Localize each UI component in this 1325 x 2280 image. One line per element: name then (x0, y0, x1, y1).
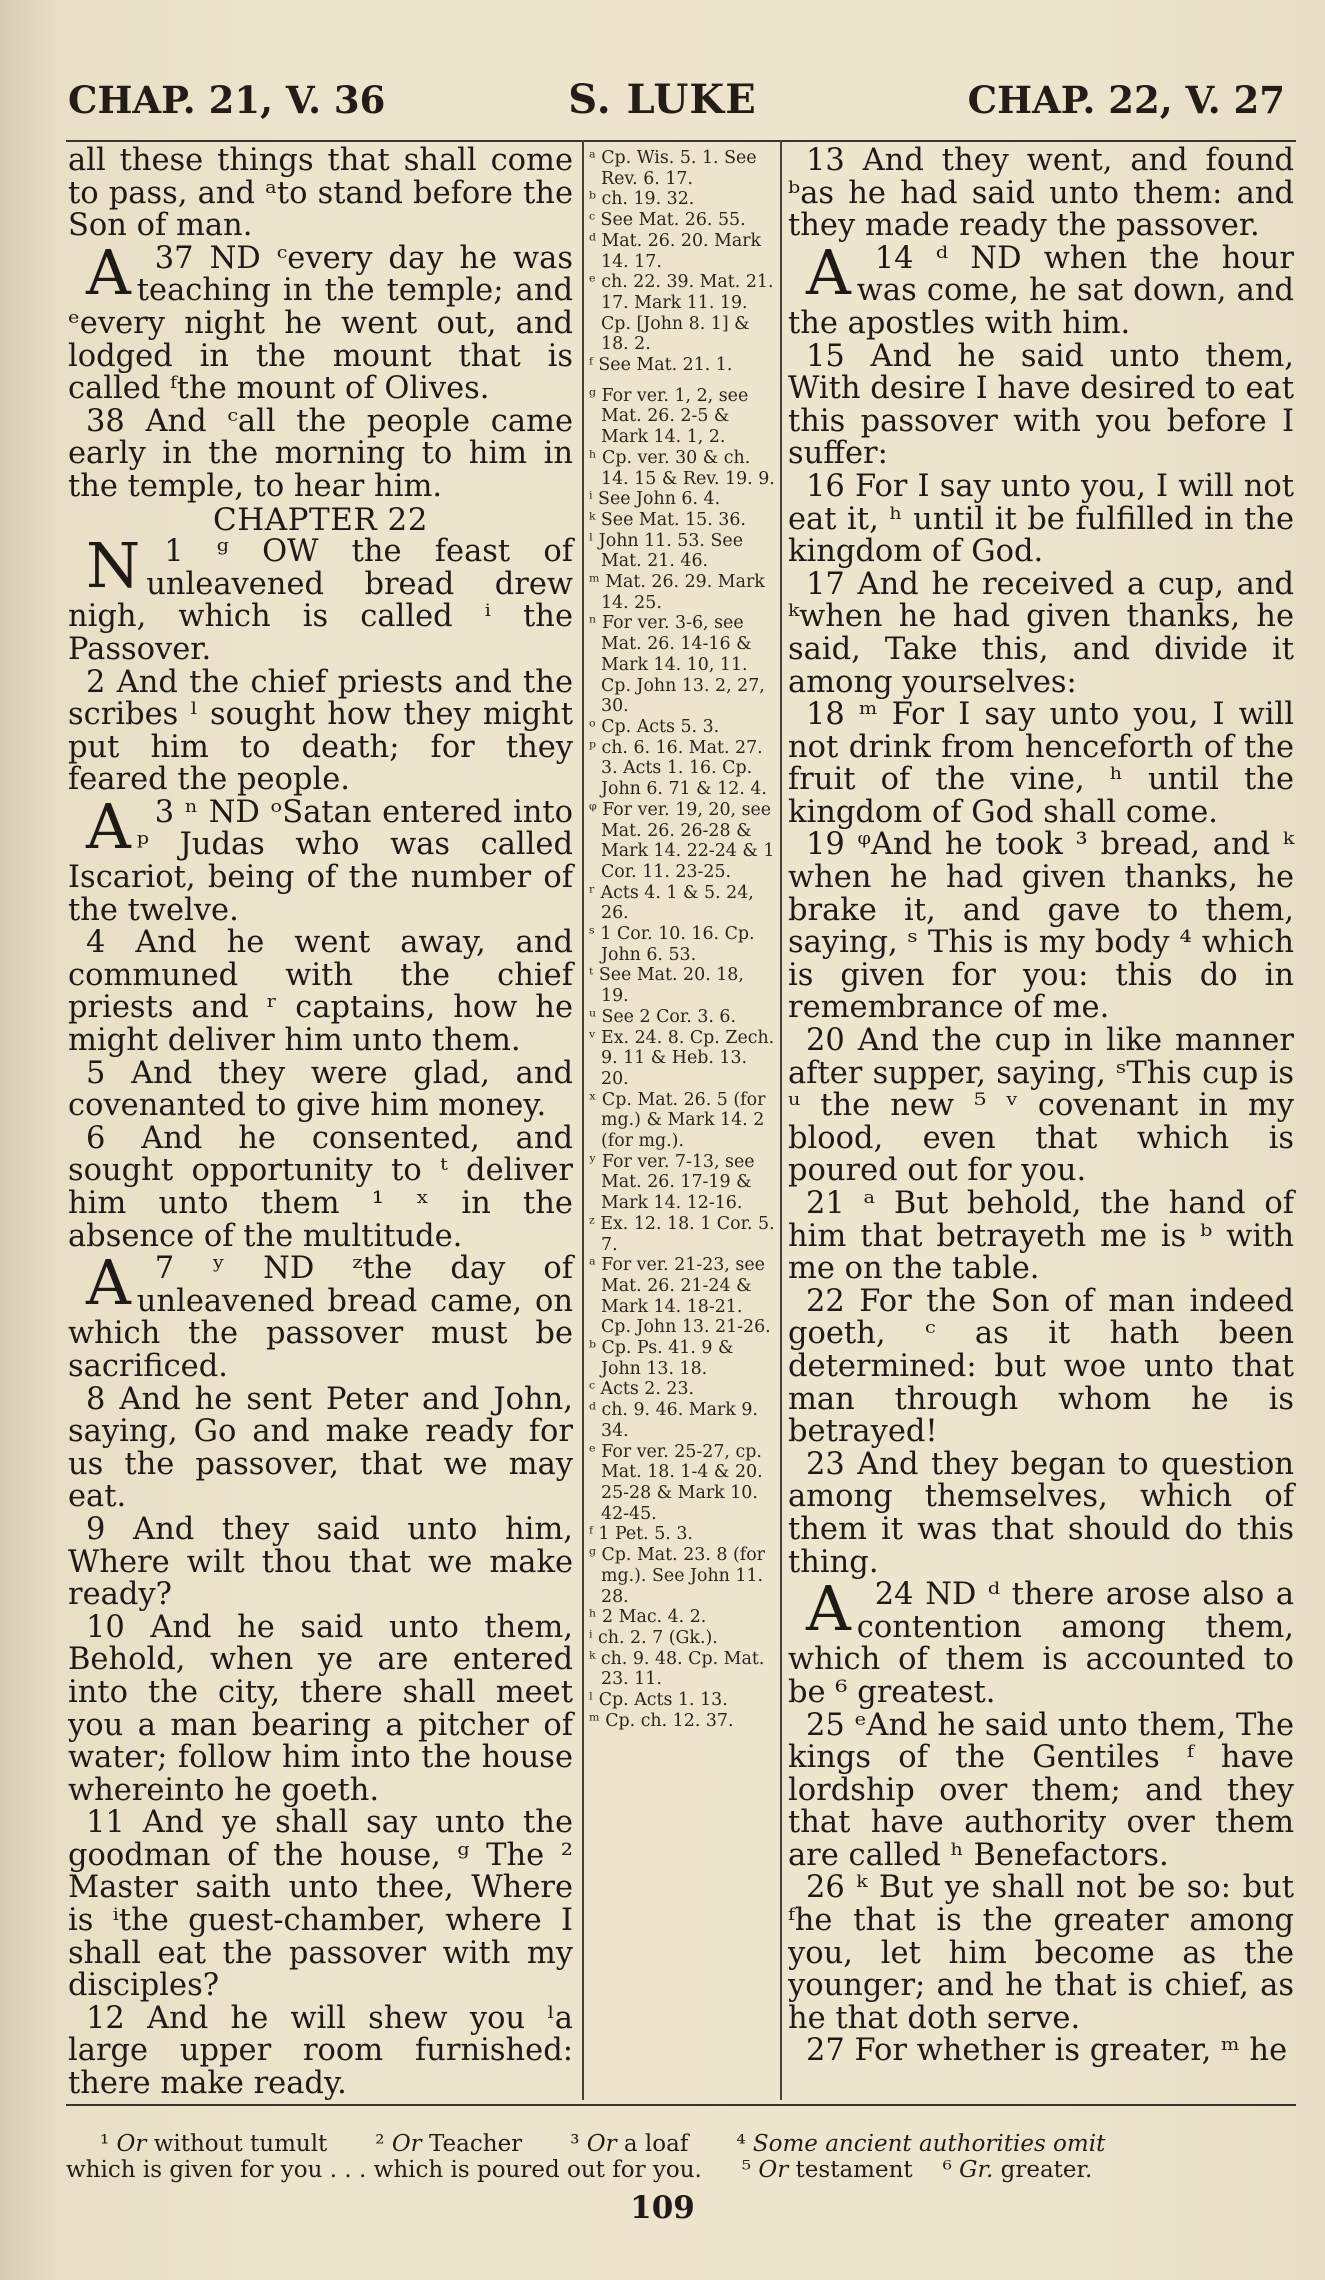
verse-text: ND ᶜevery day he was teaching in the temple; and ᵉevery night he went out, and lodged in the mount that is called ᶠthe mount of Olives. (68, 240, 573, 407)
verse: 21 ᵃ But behold, the hand of him that betrayeth me is ᵇ with me on the table. (788, 1186, 1294, 1287)
footnote: ⁶ Gr. greater. (942, 2157, 1093, 2183)
margin-reference: ⁱ ch. 2. 7 (Gk.). (589, 1627, 718, 1648)
margin-reference: ᵏ See Mat. 15. 36. (589, 509, 746, 530)
margin-reference: ᵠ For ver. 19, 20, see Mat. 26. 26-28 & Mark 14. 22-24 & 1 Cor. 11. 23-25. (589, 799, 775, 882)
verse-text: ND ᵈ there arose also a contention among them, which of them is accounted to be ⁶ greatest. (788, 1577, 1294, 1710)
verse (68, 235, 573, 407)
margin-gap (589, 376, 775, 386)
margin-reference: ᶜ Acts 2. 23. (589, 1379, 695, 1400)
margin-reference: ᵉ ch. 22. 39. Mat. 21. 17. Mark 11. 19. Cp. [John 8. 1] & 18. 2. (589, 272, 774, 355)
verse-number: 7 ʸ (154, 1251, 264, 1287)
drop-cap: A (86, 235, 131, 309)
verse-text: OW the feast of unleavened bread drew nigh, which is called ⁱ the Passover. (68, 534, 573, 667)
margin-reference: ᵒ Cp. Acts 5. 3. (589, 716, 720, 737)
margin-reference: ᵉ For ver. 25-27, cp. Mat. 18. 1-4 & 20. 25-28 & Mark 10. 42-45. (589, 1441, 763, 1524)
margin-reference: ᵖ ch. 6. 16. Mat. 27. 3. Acts 1. 16. Cp. John 6. 71 & 12. 4. (589, 737, 767, 800)
verse: 22 For the Son of man indeed goeth, ᶜ as it hath been determined: but woe unto that man through whom he is betrayed! (788, 1283, 1294, 1450)
verse: 10 And he said unto them, Behold, when ye are entered into the city, there shall meet you a man bearing a pitcher of water; follow him into the house whereinto he goeth. (68, 1609, 573, 1808)
margin-reference: ᶜ See Mat. 26. 55. (589, 210, 746, 231)
margin-reference: ᶠ 1 Pet. 5. 3. (589, 1524, 693, 1545)
verse: 19 ᵠAnd he took ³ bread, and ᵏ when he had given thanks, he brake it, and gave to them, saying, ˢ This is my body ⁴ which is given for you: this do in remembrance of me. (788, 827, 1294, 1026)
footnotes (66, 2131, 1325, 2183)
drop-cap: A (806, 235, 851, 309)
margin-reference: ᵐ Cp. ch. 12. 37. (589, 1710, 734, 1731)
column-divider-right (780, 140, 782, 2100)
margin-reference: ᵍ Cp. Mat. 23. 8 (for mg.). See John 11. 28. (589, 1545, 765, 1607)
margin-reference: ˢ 1 Cor. 10. 16. Cp. John 6. 53. (589, 924, 755, 965)
column-divider-left (582, 140, 584, 2100)
margin-reference: ʰ 2 Mac. 4. 2. (589, 1607, 707, 1628)
verse: 2 And the chief priests and the scribes ˡ sought how they might put him to death; for they feared the people. (68, 664, 573, 798)
verse: 38 And ᶜall the people came early in the morning to him in the temple, to hear him. (68, 403, 573, 504)
verse: 17 And he received a cup, and ᵏwhen he had given thanks, he said, Take this, and divide it among yourselves: (788, 566, 1294, 700)
verse-text: ND ᵒSatan entered into ᵖ Judas who was called Iscariot, being of the number of the twelve. (68, 794, 573, 928)
verse: 25 ᵉAnd he said unto them, The kings of the Gentiles ᶠ have lordship over them; and they that have authority over them are called ʰ Benefactors. (788, 1707, 1294, 1873)
margin-reference: ʳ Acts 4. 1 & 5. 24, 26. (589, 882, 754, 924)
header-rule (66, 140, 1296, 142)
verse: 9 And they said unto him, Where wilt thou that we make ready? (68, 1511, 573, 1613)
verse: 5 And they were glad, and covenanted to give him money. (68, 1055, 573, 1124)
verse (788, 235, 1294, 341)
margin-reference: ᵈ ch. 9. 46. Mark 9. 34. (589, 1400, 758, 1441)
margin-reference: ᵍ For ver. 1, 2, see Mat. 26. 2-5 & Mark 14. 1, 2. (589, 385, 749, 448)
footnote: ¹ Or without tumult (100, 2131, 328, 2157)
verse: 16 For I say unto you, I will not eat it, ʰ until it be fulfilled in the kingdom of God. (788, 468, 1294, 570)
verse: 15 And he said unto them, With desire I have desired to eat this passover with you before I suffer: (788, 338, 1294, 472)
margin-reference: ᵏ ch. 9. 48. Cp. Mat. 23. 11. (589, 1648, 765, 1690)
margin-reference: ʰ Cp. ver. 30 & ch. 14. 15 & Rev. 19. 9. (589, 447, 775, 489)
verse: 18 ᵐ For I say unto you, I will not drink from henceforth of the fruit of the vine, ʰ until the kingdom of God shall come. (788, 697, 1294, 830)
verse: 8 And he sent Peter and John, saying, Go and make ready for us the passover, that we may eat. (68, 1381, 573, 1515)
header-right-chapter: CHAP. 22, V. 27 (967, 78, 1285, 122)
margin-reference: ˡ John 11. 53. See Mat. 21. 46. (589, 530, 743, 572)
verse-number: 1 ᵍ (164, 534, 263, 570)
verse (68, 529, 573, 667)
page-number: 109 (630, 2190, 695, 2226)
verse: 12 And he will shew you ˡa large upper room furnished: there make ready. (68, 2000, 573, 2102)
header-book-title: S. LUKE (568, 76, 757, 123)
verse: 27 For whether is greater, ᵐ he (806, 2033, 1288, 2069)
verse-number: 37 (154, 240, 210, 276)
drop-cap: A (86, 789, 131, 863)
footnote: ² Or Teacher (375, 2131, 523, 2157)
verse: 13 And they went, and found ᵇas he had said unto them: and they made ready the passover. (788, 143, 1294, 244)
margin-reference: ᵇ Cp. Ps. 41. 9 & John 13. 18. (589, 1338, 734, 1379)
verse: 26 ᵏ But ye shall not be so: but ᶠhe that is the greater among you, let him become as the younger; and he that is chief, as he that doth serve. (788, 1870, 1294, 2036)
verse (68, 1246, 573, 1384)
left-text-column (68, 145, 573, 2101)
right-text-column (788, 145, 1294, 2068)
footnotes-line-2 (66, 2157, 1325, 2183)
margin-reference: ˡ Cp. Acts 1. 13. (589, 1690, 728, 1711)
verse: 6 And he consented, and sought opportunity to ᵗ deliver him unto them ¹ ˣ in the absence of the multitude. (68, 1120, 573, 1254)
margin-reference: ᵛ Ex. 24. 8. Cp. Zech. 9. 11 & Heb. 13. 20. (589, 1027, 775, 1089)
verse (68, 789, 573, 928)
header-left-chapter: CHAP. 21, V. 36 (68, 78, 386, 122)
footnote-continuation: which is given for you . . . which is poured out for you. (66, 2157, 702, 2183)
verse-number: 3 ⁿ (154, 794, 209, 830)
footnote: ³ Or a loaf (570, 2131, 689, 2157)
verse-text: ND ᶻthe day of unleavened bread came, on which the passover must be sacrificed. (68, 1251, 573, 1384)
marginal-references (589, 148, 775, 1731)
verse-number: 24 (874, 1577, 926, 1613)
footer-rule (66, 2104, 1296, 2106)
verse (788, 1572, 1294, 1710)
verse-number: 14 ᵈ (874, 240, 971, 276)
margin-reference: ᵗ See Mat. 20. 18, 19. (589, 965, 744, 1007)
chapter-heading: CHAPTER 22 (213, 501, 428, 538)
drop-cap: N (86, 529, 141, 603)
margin-reference: ᶠ See Mat. 21. 1. (589, 355, 733, 376)
verse: all these things that shall come to pass, and ᵃto stand before the Son of man. (68, 143, 573, 244)
margin-reference: ᵃ Cp. Wis. 5. 1. See Rev. 6. 17. (589, 148, 757, 189)
margin-reference: ᶻ Ex. 12. 18. 1 Cor. 5. 7. (589, 1213, 775, 1255)
margin-reference: ⁱ See John 6. 4. (589, 489, 721, 510)
margin-reference: ᵘ See 2 Cor. 3. 6. (589, 1006, 737, 1027)
margin-reference: ᵈ Mat. 26. 20. Mark 14. 17. (589, 230, 762, 272)
footnote: ⁴ Some ancient authorities omit (736, 2131, 1106, 2157)
margin-reference: ᵃ For ver. 21-23, see Mat. 26. 21-24 & Mark 14. 18-21. Cp. John 13. 21-26. (589, 1255, 771, 1338)
margin-reference: ᵇ ch. 19. 32. (589, 189, 695, 210)
margin-reference: ˣ Cp. Mat. 26. 5 (for mg.) & Mark 14. 2 (for mg.). (589, 1089, 766, 1152)
verse-text: ND when the hour was come, he sat down, and the apostles with him. (788, 240, 1294, 341)
drop-cap: A (86, 1246, 131, 1320)
footnotes-line-1 (66, 2131, 1325, 2157)
verse: 11 And ye shall say unto the goodman of the house, ᵍ The ² Master saith unto thee, Where is ⁱthe guest-chamber, where I shall eat the passover with my disciples? (68, 1805, 573, 2004)
margin-reference: ⁿ For ver. 3-6, see Mat. 26. 14-16 & Mark 14. 10, 11. Cp. John 13. 2, 27, 30. (589, 613, 765, 717)
verse: 4 And he went away, and communed with the chief priests and ʳ captains, how he might deliver him unto them. (68, 925, 573, 1059)
footnote: ⁵ Or testament (741, 2157, 913, 2183)
margin-reference: ʸ For ver. 7-13, see Mat. 26. 17-19 & Mark 14. 12-16. (589, 1151, 755, 1214)
verse: 20 And the cup in like manner after supper, saying, ˢThis cup is ᵘ the new ⁵ ᵛ covenant in my blood, even that which is poured out for you. (788, 1023, 1294, 1189)
verse: 23 And they began to question among themselves, which of them it was that should do this thing. (788, 1446, 1294, 1580)
drop-cap: A (806, 1572, 851, 1646)
margin-reference: ᵐ Mat. 26. 29. Mark 14. 25. (589, 572, 765, 613)
